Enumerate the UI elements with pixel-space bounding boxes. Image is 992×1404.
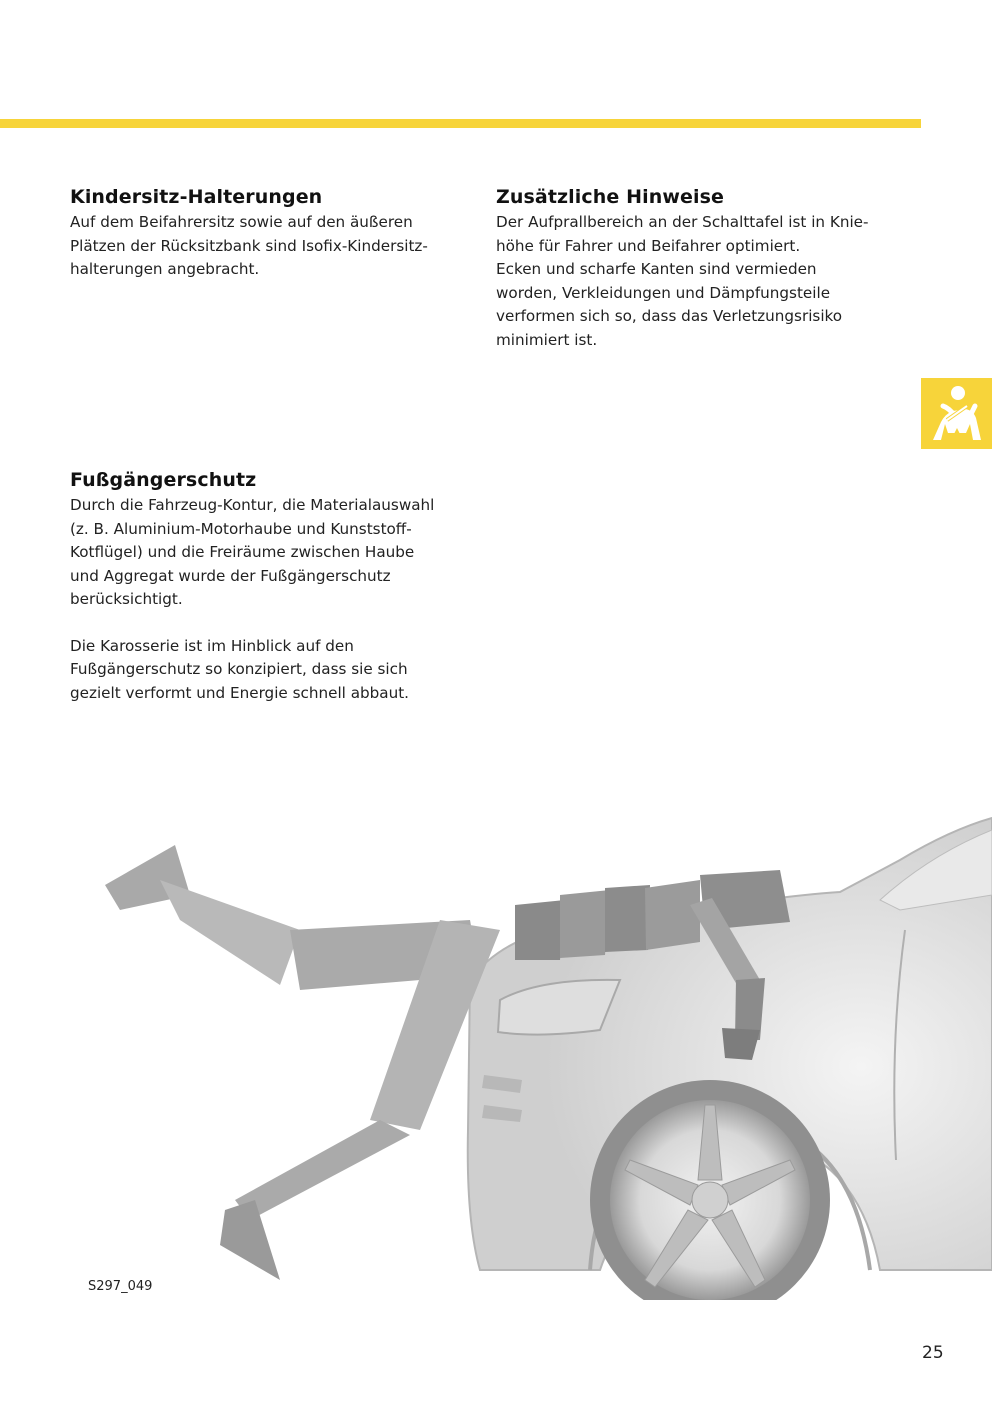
section-fussgaengerschutz xyxy=(70,469,465,705)
section-title: Zusätzliche Hinweise xyxy=(496,186,724,208)
section-body: Der Aufprallbereich an der Schalttafel ist in Knie- höhe für Fahrer und Beifahrer optimiert. Ecken und scharfe Kanten sind vermieden worden, Verkleidungen und Dämpfungsteile verformen sich so, dass das Verletzungsrisiko minimiert ist. xyxy=(496,213,869,349)
section-title: Kindersitz-Halterungen xyxy=(70,186,323,208)
page-number: 25 xyxy=(922,1343,944,1363)
pedestrian-impact-illustration xyxy=(0,800,992,1300)
figure-code: S297_049 xyxy=(88,1279,153,1294)
section-hinweise xyxy=(496,186,896,352)
section-body: Auf dem Beifahrersitz sowie auf den äußeren Plätzen der Rücksitzbank sind Isofix-Kindersitz- halterungen angebracht. xyxy=(70,213,428,278)
seatbelt-person-icon xyxy=(921,378,992,449)
section-body-1: Durch die Fahrzeug-Kontur, die Materialauswahl (z. B. Aluminium-Motorhaube und Kunststoff- Kotflügel) und die Freiräume zwischen Haube und Aggregat wurde der Fußgängerschutz berücksichtigt. xyxy=(70,496,435,608)
section-body-2: Die Karosserie ist im Hinblick auf den Fußgängerschutz so konzipiert, dass sie sich gezielt verformt und Energie schnell abbaut. xyxy=(70,636,410,702)
chapter-tab xyxy=(921,378,992,449)
section-kindersitz xyxy=(70,186,460,282)
header-accent-bar xyxy=(0,119,921,128)
section-title: Fußgängerschutz xyxy=(70,469,257,491)
